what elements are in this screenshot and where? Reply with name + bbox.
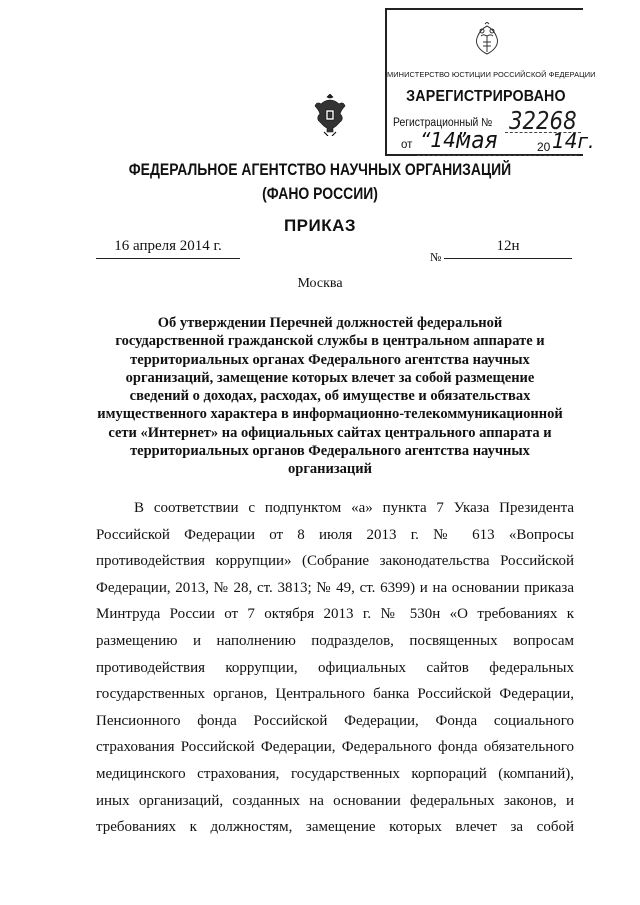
stamp-ministry: МИНИСТЕРСТВО ЮСТИЦИИ РОССИЙСКОЙ ФЕДЕРАЦИИ (387, 70, 596, 79)
stamp-date-prefix: от (401, 139, 413, 151)
body-line: страхования Российской Федерации, Федерального фонда обязательного (96, 739, 574, 756)
order-date: 16 апреля 2014 г. (96, 238, 240, 259)
body-line: размещению и наполнению подразделов, посвященных вопросам (96, 632, 574, 649)
subject-line: Об утверждении Перечней должностей федеральной (157, 315, 503, 331)
body-line: В соответствии с подпунктом «а» пункта 7 Указа Президента (134, 500, 574, 516)
document-subject (90, 314, 570, 479)
subject-line: организаций (288, 461, 372, 478)
subject-line: сети «Интернет» на официальных сайтах центрального аппарата и (108, 424, 552, 441)
subject-line: территориальных органов Федерального агентства научных (130, 443, 530, 460)
stamp-date-day: “14” (420, 128, 467, 152)
document-body (96, 495, 574, 841)
stamp-year-suffix: 14г. (552, 129, 595, 153)
body-line: иных организаций, созданных на основании федеральных законов, и (96, 792, 574, 809)
body-line: государственных органов, Центрального банка Российской Федерации, (96, 686, 574, 703)
coat-of-arms-icon (314, 94, 346, 136)
registration-stamp (385, 8, 596, 156)
body-line: требованиях к должностям, замещение которых влечет за собой (96, 819, 574, 836)
body-line: противодействия коррупции, официальных сайтов федеральных (96, 659, 574, 676)
stamp-reg-label: Регистрационный № (393, 117, 493, 129)
stamp-date-month: мая (455, 126, 498, 154)
subject-line: сведений о доходах, расходах, об имуществе и обязательствах (129, 388, 531, 405)
subject-line: территориальных органах Федерального агентства научных (130, 351, 530, 368)
subject-line: государственной гражданской службы в центральном аппарате и (115, 333, 545, 350)
body-line: противодействия коррупции» (Собрание законодательства Российской (96, 553, 574, 570)
agency-short-name: (ФАНО РОССИИ) (262, 184, 378, 203)
stamp-date-underline (417, 155, 577, 156)
body-line: Минтруда России от 7 октября 2013 г. № 530н «О требованиях к (96, 606, 574, 623)
body-line: Российской Федерации от 8 июля 2013 г. № 613 «Вопросы (96, 526, 574, 543)
body-line: Пенсионного фонда Российской Федерации, Фонда социального (96, 712, 574, 729)
subject-line: имущественного характера в информационно-телекоммуникационной (97, 406, 563, 423)
stamp-title: ЗАРЕГИСТРИРОВАНО (406, 88, 566, 105)
subject-line: организаций, замещение которых влечет за собой размещение (125, 369, 535, 386)
body-line: Федерации, 2013, № 28, ст. 3813; № 49, ст. 6399) и на основании приказа (96, 579, 574, 596)
stamp-reg-number: 32268 (509, 106, 577, 135)
document-type: ПРИКАЗ (283, 216, 357, 235)
order-number-sign: № (430, 250, 442, 264)
stamp-year-prefix: 20 (537, 140, 551, 154)
city: Москва (297, 276, 343, 291)
order-number: 12н (444, 238, 572, 259)
eagle-emblem-icon (471, 22, 503, 58)
agency-name: ФЕДЕРАЛЬНОЕ АГЕНТСТВО НАУЧНЫХ ОРГАНИЗАЦИЙ (128, 160, 512, 179)
body-line: медицинского страхования, государственных корпораций (компаний), (96, 765, 574, 782)
